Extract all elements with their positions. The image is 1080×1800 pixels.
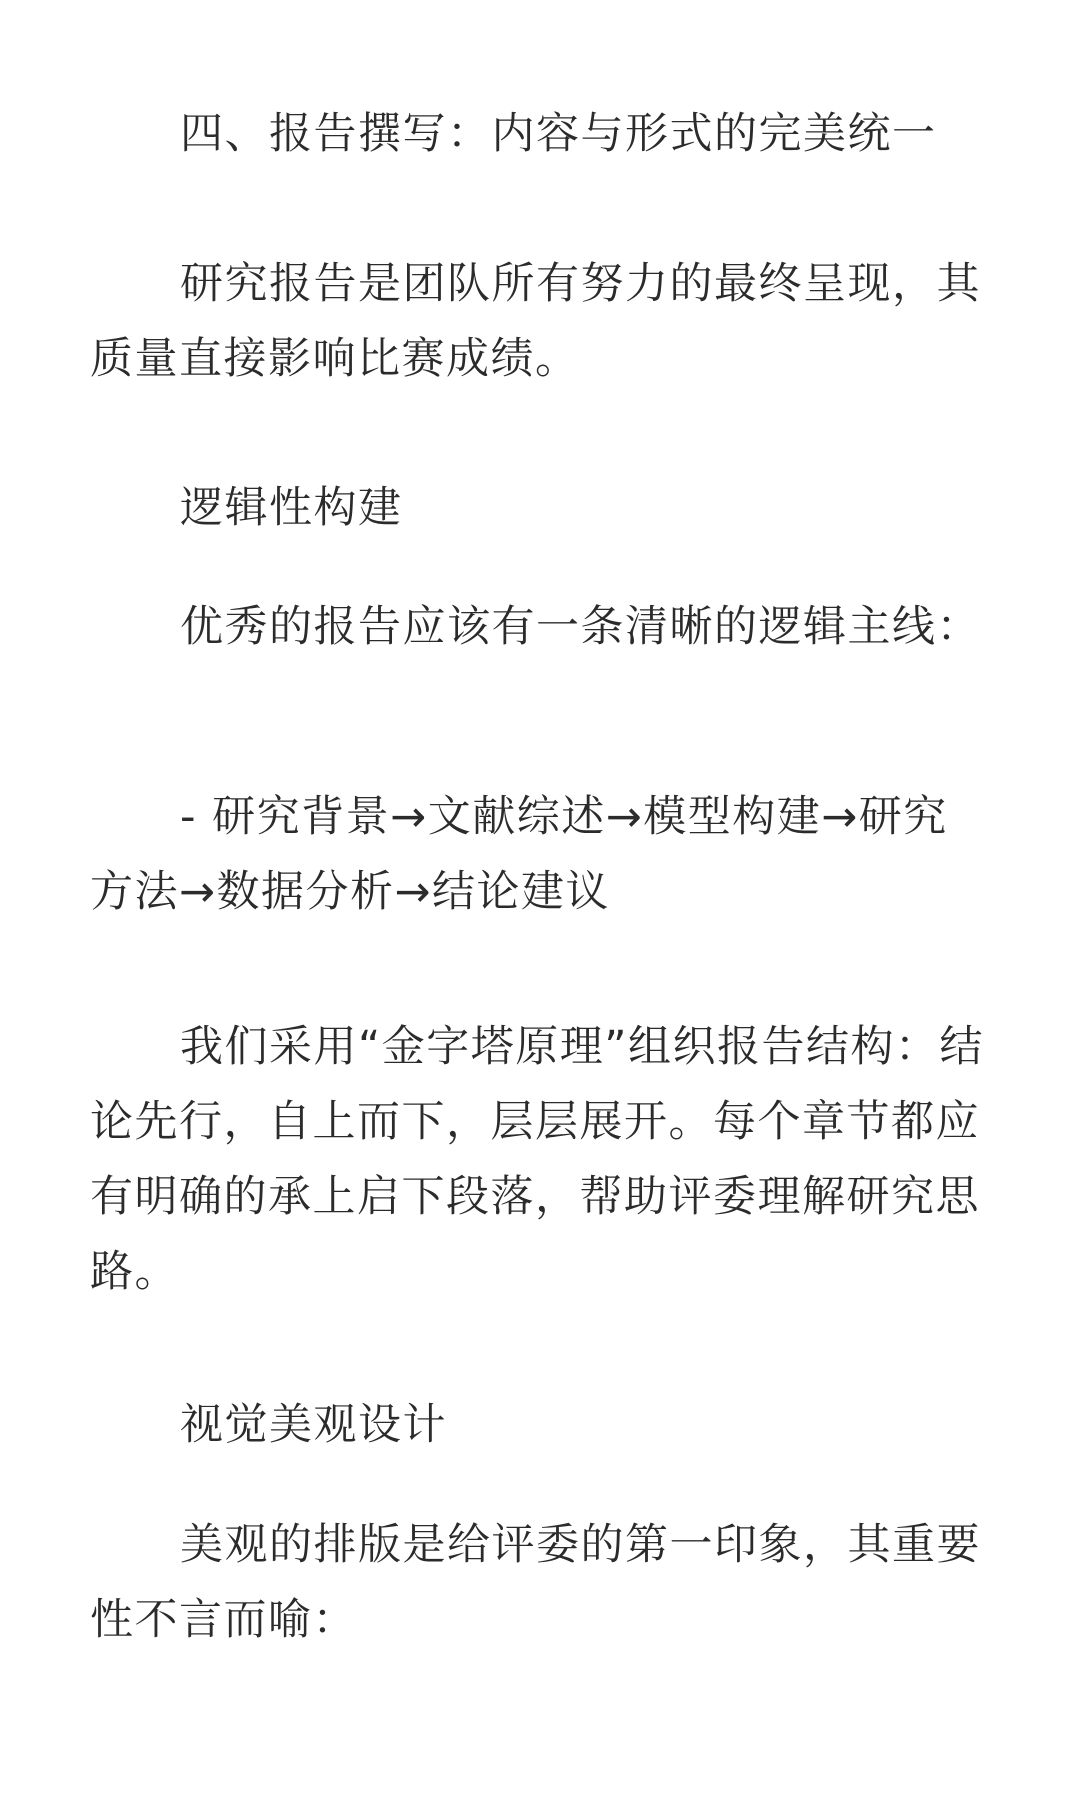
section-title: 四、报告撰写：内容与形式的完美统一 (180, 109, 937, 159)
logic-heading: 逻辑性构建 (180, 483, 403, 533)
visual-intro-paragraph: 美观的排版是给评委的第一印象，其重要性不言而喻： (90, 1520, 981, 1645)
intro-paragraph: 研究报告是团队所有努力的最终呈现，其质量直接影响比赛成绩。 (90, 259, 981, 384)
visual-heading: 视觉美观设计 (180, 1400, 447, 1450)
logic-chain-list-item: - 研究背景→文献综述→模型构建→研究方法→数据分析→结论建议 (90, 792, 948, 917)
logic-intro-paragraph: 优秀的报告应该有一条清晰的逻辑主线： (180, 602, 981, 652)
pyramid-paragraph: 我们采用“金字塔原理”组织报告结构：结论先行，自上而下，层层展开。每个章节都应有明确的承上启下段落，帮助评委理解研究思路。 (90, 1022, 985, 1297)
